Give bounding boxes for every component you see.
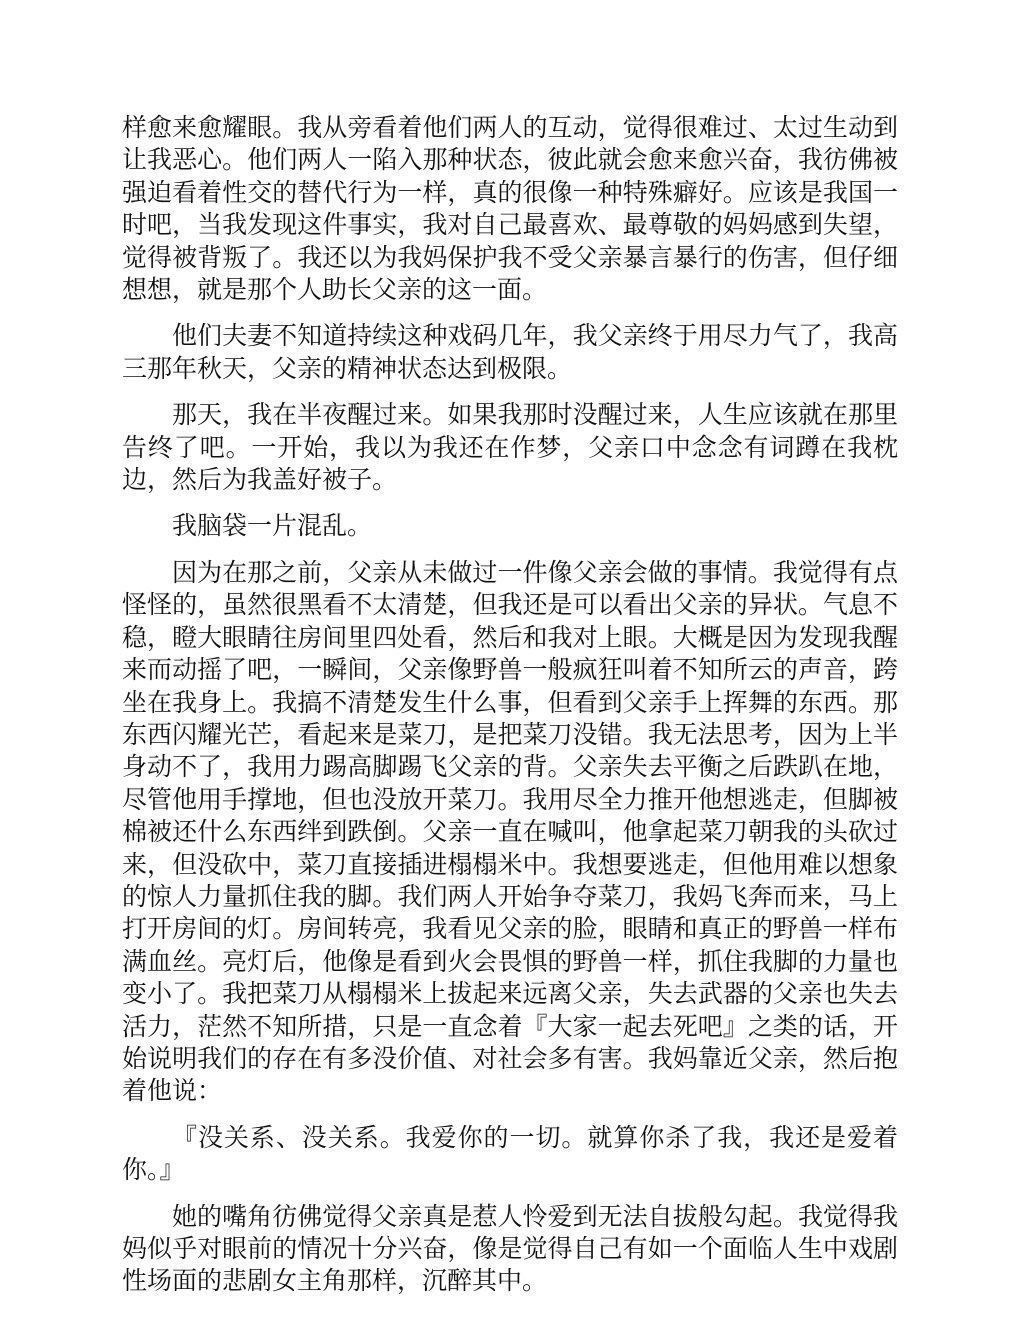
paragraph-6-quote: 『没关系、没关系。我爱你的一切。就算你杀了我，我还是爱着你。』 bbox=[122, 1122, 898, 1185]
document-page bbox=[122, 112, 898, 1312]
paragraph-7: 她的嘴角彷佛觉得父亲真是惹人怜爱到无法自拔般勾起。我觉得我妈似乎对眼前的情况十分兴奋，像是觉得自己有如一个面临人生中戏剧性场面的悲剧女主角那样，沉醉其中。 bbox=[122, 1201, 898, 1296]
paragraph-5: 因为在那之前，父亲从未做过一件像父亲会做的事情。我觉得有点怪怪的，虽然很黑看不太清楚，但我还是可以看出父亲的异状。气息不稳，瞪大眼睛往房间里四处看，然后和我对上眼。大概是因为发现我醒来而动摇了吧，一瞬间，父亲像野兽一般疯狂叫着不知所云的声音，跨坐在我身上。我搞不清楚发生什么事，但看到父亲手上挥舞的东西。那东西闪耀光芒，看起来是菜刀，是把菜刀没错。我无法思考，因为上半身动不了，我用力踢高脚踢飞父亲的背。父亲失去平衡之后跌趴在地，尽管他用手撑地，但也没放开菜刀。我用尽全力推开他想逃走，但脚被棉被还什么东西绊到跌倒。父亲一直在喊叫，他拿起菜刀朝我的头砍过来，但没砍中，菜刀直接插进榻榻米中。我想要逃走，但他用难以想象的惊人力量抓住我的脚。我们两人开始争夺菜刀，我妈飞奔而来，马上打开房间的灯。房间转亮，我看见父亲的脸，眼睛和真正的野兽一样布满血丝。亮灯后，他像是看到火会畏惧的野兽一样，抓住我脚的力量也变小了。我把菜刀从榻榻米上拔起来远离父亲，失去武器的父亲也失去活力，茫然不知所措，只是一直念着『大家一起去死吧』之类的话，开始说明我们的存在有多没价值、对社会多有害。我妈靠近父亲，然后抱着他说： bbox=[122, 557, 898, 1106]
paragraph-4: 我脑袋一片混乱。 bbox=[172, 511, 373, 541]
paragraph-3: 那天，我在半夜醒过来。如果我那时没醒过来，人生应该就在那里告终了吧。一开始，我以为我还在作梦，父亲口中念念有词蹲在我枕边，然后为我盖好被子。 bbox=[122, 400, 898, 495]
paragraph-2: 他们夫妻不知道持续这种戏码几年，我父亲终于用尽力气了，我高三那年秋天，父亲的精神状态达到极限。 bbox=[122, 321, 898, 383]
paragraph-1: 样愈来愈耀眼。我从旁看着他们两人的互动，觉得很难过、太过生动到让我恶心。他们两人一陷入那种状态，彼此就会愈来愈兴奋，我彷佛被强迫看着性交的替代行为一样，真的很像一种特殊癖好。应该是我国一时吧，当我发现这件事实，我对自己最喜欢、最尊敬的妈妈感到失望，觉得被背叛了。我还以为我妈保护我不受父亲暴言暴行的伤害，但仔细想想，就是那个人助长父亲的这一面。 bbox=[122, 113, 898, 305]
